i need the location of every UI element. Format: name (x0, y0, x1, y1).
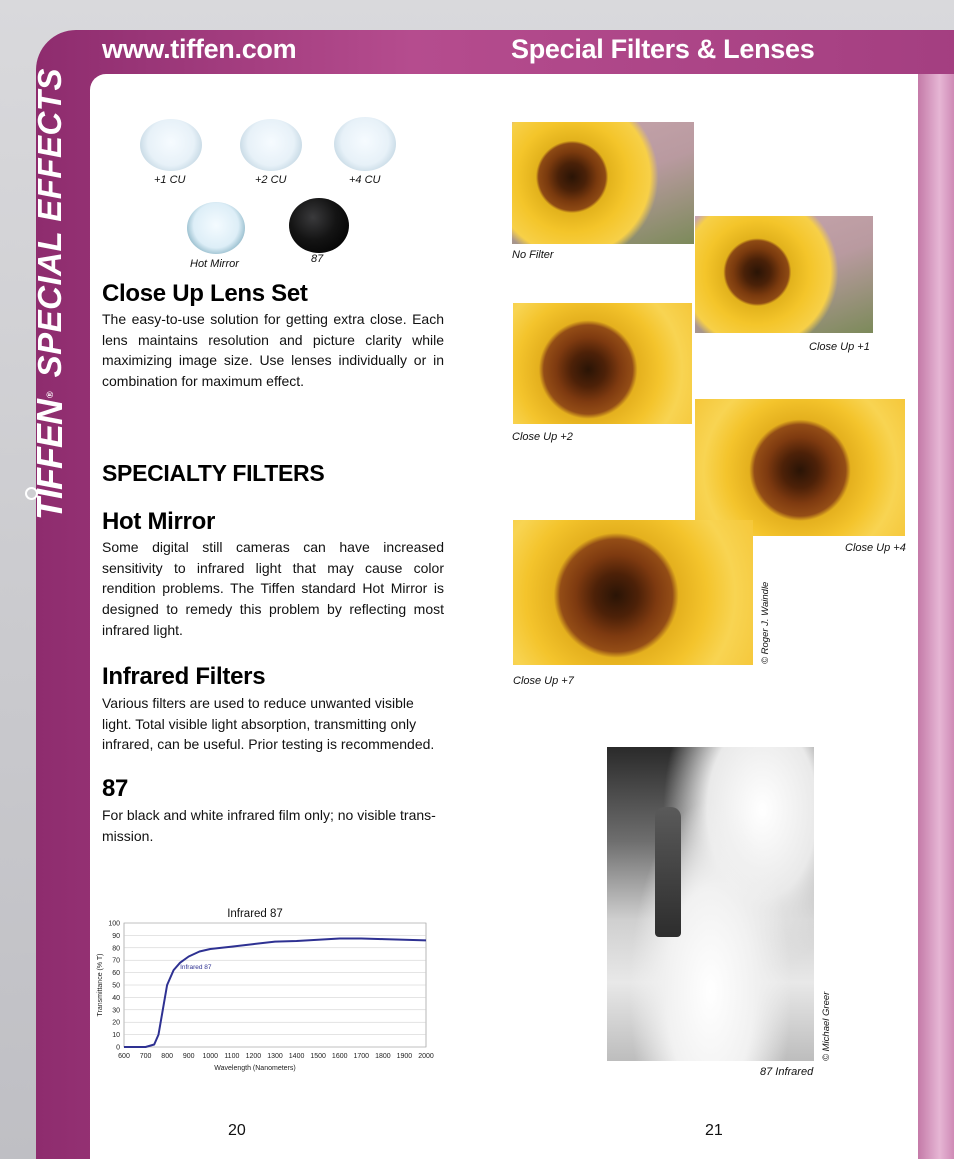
chart-x-tick-label: 1700 (353, 1053, 370, 1060)
chart-x-tick-label: 1600 (331, 1053, 348, 1060)
lens-caption-cu2: +2 CU (255, 174, 287, 186)
chart-x-tick-label: 700 (139, 1053, 152, 1060)
chart-y-tick-label: 60 (112, 970, 120, 978)
chart-svg (92, 903, 437, 1078)
chart-title: Infrared 87 (227, 908, 283, 920)
close-up-text: The easy-to-use solution for getting extra close. Each lens maintains resolution and picture clarity while maximizing image size. Use lenses individually or in combination for maximum effect. (102, 311, 444, 390)
photo-close-up-4 (695, 399, 905, 536)
chart-x-tick-label: 600 (118, 1053, 130, 1060)
filter-87-lens-image (289, 198, 349, 253)
close-up-1-lens-image (140, 119, 202, 171)
lens-caption-87: 87 (311, 253, 324, 265)
chart-y-tick-label: 10 (112, 1032, 120, 1040)
chart-y-tick-label: 100 (108, 920, 120, 928)
close-up-heading: Close Up Lens Set (102, 280, 308, 307)
chart-x-tick-label: 1100 (224, 1053, 240, 1060)
caption-no-filter: No Filter (512, 249, 554, 261)
section-title-vertical: SPECIAL EFFECTS (31, 67, 68, 378)
infrared-text: Various filters are used to reduce unwanted visible light. Total visible light absorption, transmitting only infrared, can be useful. Prior testing is recommended. (102, 695, 435, 753)
right-edge-strip (918, 74, 954, 1159)
chart-y-tick-label: 70 (112, 957, 120, 965)
infrared-87-chart (92, 903, 437, 1078)
chart-x-tick-label: 1800 (375, 1053, 391, 1060)
caption-close-up-7: Close Up +7 (513, 675, 574, 687)
chart-y-tick-label: 80 (112, 945, 120, 953)
chart-series-label: Infrared 87 (180, 963, 212, 971)
page-number-right: 21 (705, 1122, 723, 1139)
photo-87-infrared (607, 747, 814, 1061)
credit-sunflower: © Roger J. Waindle (760, 581, 771, 664)
specialty-filters-heading: SPECIALTY FILTERS (102, 460, 325, 486)
chart-y-axis-label: Transmittance (% T) (97, 953, 104, 1017)
hot-mirror-lens-image (187, 202, 245, 254)
hot-mirror-heading: Hot Mirror (102, 508, 215, 535)
caption-close-up-4: Close Up +4 (845, 542, 906, 554)
hot-mirror-text: Some digital still cameras can have increased sensitivity to infrared light that may cause color rendition problems. The Tiffen standard Hot Mirror is designed to remedy this problem by reflecting most infrared light. (102, 539, 444, 638)
caption-close-up-2: Close Up +2 (512, 431, 573, 443)
brand-logo-text: TIFFEN (29, 400, 70, 520)
chart-x-tick-label: 1300 (267, 1053, 283, 1060)
credit-infrared: © Michael Greer (821, 991, 832, 1061)
page-number-left: 20 (228, 1122, 246, 1139)
close-up-4-lens-image (334, 117, 396, 171)
chart-y-tick-label: 30 (112, 1007, 120, 1015)
photo-no-filter (512, 122, 694, 244)
chart-x-tick-label: 1000 (202, 1053, 219, 1060)
page-header-title: Special Filters & Lenses (511, 34, 815, 64)
chart-x-tick-label: 1900 (396, 1053, 413, 1060)
chart-x-tick-label: 2000 (418, 1053, 434, 1060)
chart-x-tick-label: 900 (182, 1053, 195, 1060)
chart-x-axis-label: Wavelength (Nanometers) (214, 1065, 296, 1072)
giraffe-silhouette (655, 807, 681, 937)
tiffen-logo (29, 400, 71, 520)
lens-caption-cu1: +1 CU (154, 174, 186, 186)
chart-y-tick-label: 90 (112, 932, 120, 940)
chart-x-tick-label: 1200 (245, 1053, 262, 1060)
registered-mark: ® (45, 391, 55, 399)
chart-y-tick-label: 50 (112, 982, 120, 990)
chart-y-tick-label: 40 (112, 994, 120, 1002)
photo-close-up-2 (513, 303, 692, 424)
photo-close-up-1 (695, 216, 873, 333)
chart-x-tick-label: 1500 (310, 1053, 326, 1060)
close-up-2-lens-image (240, 119, 302, 171)
caption-87-infrared: 87 Infrared (760, 1066, 814, 1078)
chart-y-tick-label: 20 (112, 1019, 120, 1027)
caption-close-up-1: Close Up +1 (809, 341, 870, 353)
filter-87-text: For black and white infrared film only; no visible trans-mission. (102, 807, 436, 844)
chart-x-tick-label: 1400 (288, 1053, 305, 1060)
chart-y-tick-label: 0 (116, 1044, 120, 1052)
filter-87-heading: 87 (102, 775, 129, 802)
infrared-heading: Infrared Filters (102, 663, 266, 690)
side-brand (30, 40, 70, 520)
lens-caption-cu4: +4 CU (349, 174, 381, 186)
website-title: www.tiffen.com (102, 34, 297, 64)
photo-close-up-7 (513, 520, 753, 665)
lens-caption-hot-mirror: Hot Mirror (190, 258, 239, 270)
chart-x-tick-label: 800 (161, 1053, 173, 1060)
logo-dot-icon (25, 487, 38, 500)
